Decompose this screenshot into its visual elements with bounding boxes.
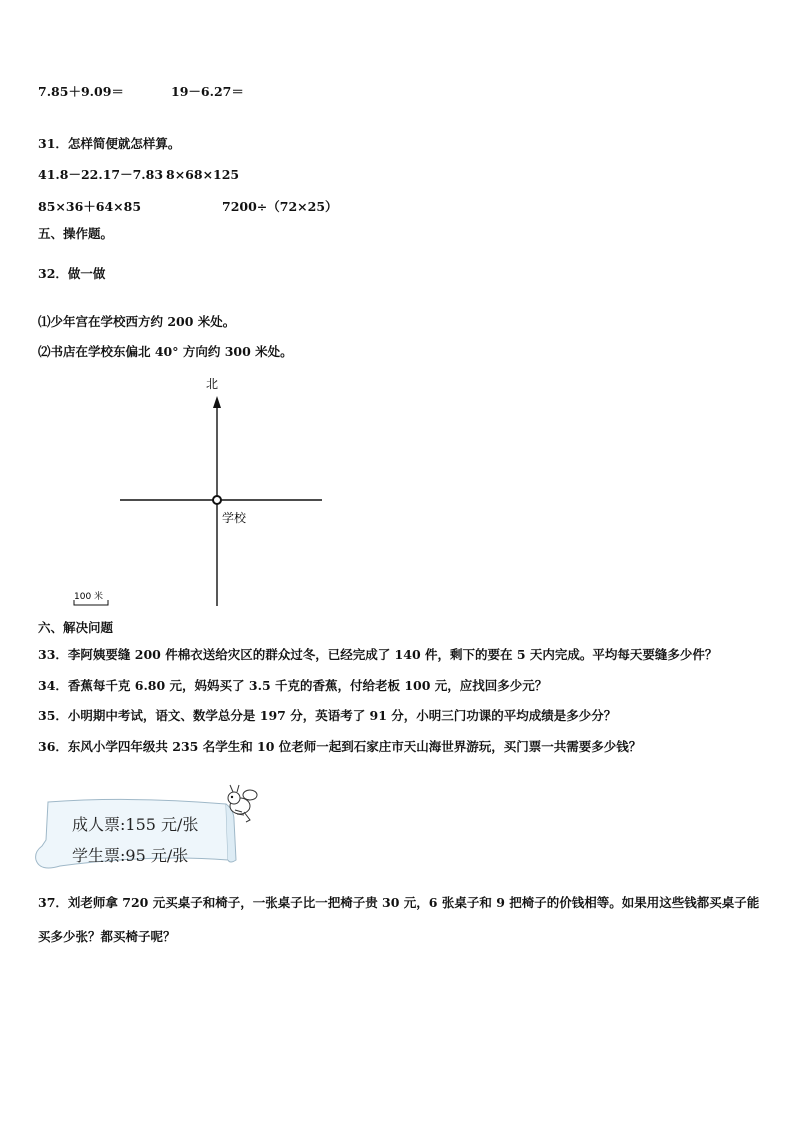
north-arrow-icon bbox=[213, 396, 221, 408]
q32-title: 32．做一做 bbox=[38, 266, 106, 281]
q31-expression-3: 85×36＋64×85 bbox=[38, 199, 142, 214]
school-label: 学校 bbox=[222, 511, 247, 525]
school-point bbox=[213, 496, 221, 504]
north-label: 北 bbox=[205, 377, 219, 391]
calc-expression-b: 19－6.27＝ bbox=[171, 84, 244, 99]
ticket-price-sign bbox=[30, 780, 280, 878]
calc-expression-a: 7.85＋9.09＝ bbox=[38, 84, 124, 99]
q33-text: 33．李阿姨要缝 200 件棉衣送给灾区的群众过冬，已经完成了 140 件，剩下的要在 5 天内完成。平均每天要缝多少件？ bbox=[38, 647, 718, 662]
section-5-title: 五、操作题。 bbox=[38, 226, 114, 241]
q31-expression-1: 41.8－22.17－7.83 bbox=[38, 167, 164, 182]
q35-text: 35．小明期中考试，语文、数学总分是 197 分，英语考了 91 分，小明三门功课的平均成绩是多少分？ bbox=[38, 708, 617, 723]
q31-expression-4: 7200÷（72×25） bbox=[222, 199, 338, 214]
section-6-title: 六、解决问题 bbox=[38, 620, 114, 635]
direction-diagram bbox=[60, 372, 340, 617]
q32-item-2: ⑵书店在学校东偏北 40° 方向约 300 米处。 bbox=[38, 344, 293, 359]
q31-title: 31．怎样简便就怎样算。 bbox=[38, 136, 181, 151]
q37-text: 37．刘老师拿 720 元买桌子和椅子，一张桌子比一把椅子贵 30 元，6 张桌子和 9 把椅子的价钱相等。如果用这些钱都买桌子能买多少张？都买椅子呢？ bbox=[38, 895, 760, 944]
q31-expression-2: 8×68×125 bbox=[166, 167, 240, 182]
q34-text: 34．香蕉每千克 6.80 元，妈妈买了 3.5 千克的香蕉，付给老板 100 元，应找回多少元？ bbox=[38, 678, 548, 693]
q36-text: 36．东风小学四年级共 235 名学生和 10 位老师一起到石家庄市天山海世界游玩，买门票一共需要多少钱？ bbox=[38, 739, 642, 754]
q32-item-1: ⑴少年宫在学校西方约 200 米处。 bbox=[38, 314, 236, 329]
adult-ticket-price: 成人票:155 元/张 bbox=[72, 815, 199, 834]
student-ticket-price: 学生票:95 元/张 bbox=[72, 846, 189, 865]
scale-label: 100 米 bbox=[74, 592, 104, 602]
